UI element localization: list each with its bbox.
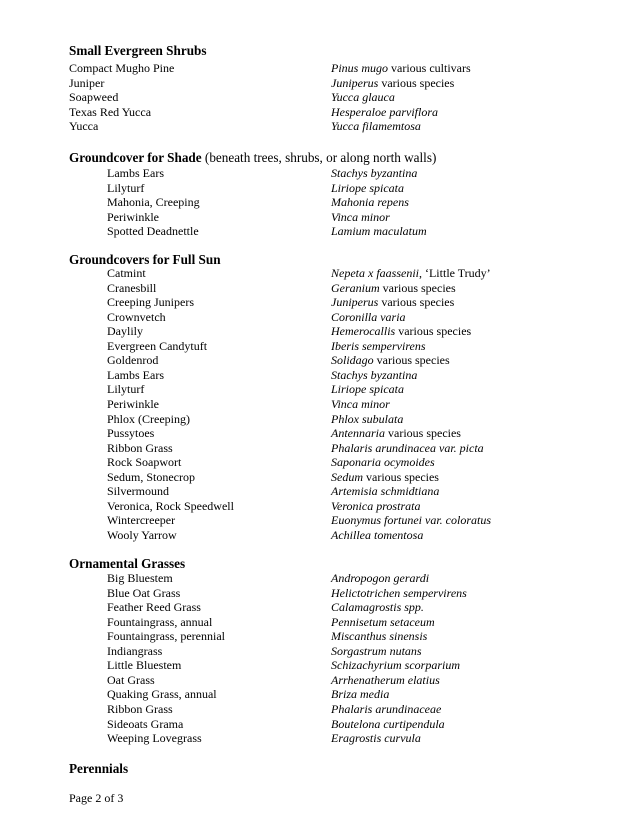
plant-row (0, 339, 638, 354)
section-subtitle: (beneath trees, shrubs, or along north walls) (201, 150, 437, 165)
section-title: Groundcovers for Full Sun (69, 252, 221, 267)
section-title: Ornamental Grasses (69, 556, 186, 571)
scientific-name-italic: Hemerocallis (331, 324, 396, 339)
section-title: Perennials (69, 761, 129, 776)
scientific-name (331, 412, 403, 427)
common-name: Spotted Deadnettle (107, 224, 199, 239)
scientific-name (331, 310, 406, 325)
scientific-name (331, 484, 439, 499)
scientific-name-italic: Nepeta x faassenii (331, 266, 419, 280)
common-name: Wooly Yarrow (107, 527, 177, 542)
common-name: Wintercreeper (107, 513, 176, 528)
plant-row (0, 484, 638, 499)
section-heading (69, 150, 436, 166)
common-name: Oat Grass (107, 672, 155, 687)
common-name: Sedum, Stonecrop (107, 469, 195, 484)
scientific-name (331, 731, 421, 746)
scientific-name-italic: Phlox subulata (331, 411, 404, 426)
plant-row (0, 644, 638, 659)
common-name: Quaking Grass, annual (107, 687, 217, 702)
scientific-name (331, 499, 420, 514)
plant-row (0, 687, 638, 702)
scientific-name-italic: Juniperus (331, 75, 379, 90)
scientific-name-italic: Phalaris arundinaceae (331, 701, 442, 716)
section-title: Groundcover for Shade (69, 150, 202, 165)
plant-row (0, 76, 638, 91)
common-name: Sideoats Grama (107, 716, 184, 731)
section-heading (69, 43, 207, 59)
common-name: Compact Mugho Pine (69, 61, 175, 75)
scientific-name-italic: Miscanthus sinensis (331, 629, 428, 644)
common-name: Lilyturf (107, 180, 145, 195)
plant-row (0, 499, 638, 514)
scientific-name-italic: Achillea tomentosa (331, 527, 424, 542)
scientific-name-italic: Juniperus (331, 295, 379, 310)
scientific-name (331, 687, 389, 702)
common-name: Soapweed (69, 90, 119, 105)
plant-row (0, 528, 638, 543)
plant-row (0, 368, 638, 383)
plant-row (0, 412, 638, 427)
scientific-name-note: various species (373, 353, 450, 368)
scientific-name-italic: Yucca filamemtosa (331, 119, 421, 134)
scientific-name (331, 702, 441, 717)
plant-row (0, 455, 638, 470)
common-name: Phlox (Creeping) (107, 411, 190, 426)
plant-row (0, 61, 638, 76)
scientific-name (331, 426, 461, 441)
plant-row (0, 119, 638, 134)
page-footer: Page 2 of 3 (69, 791, 124, 805)
scientific-name-italic: Andropogon gerardi (331, 571, 430, 585)
scientific-name (331, 339, 426, 354)
scientific-name (331, 382, 404, 397)
scientific-name (331, 61, 471, 76)
common-name: Indiangrass (107, 643, 163, 658)
plant-row (0, 181, 638, 196)
plant-row (0, 310, 638, 325)
common-name: Juniper (69, 75, 105, 90)
scientific-name-italic: Helictotrichen sempervirens (331, 585, 467, 600)
scientific-name-italic: Briza media (331, 687, 390, 702)
section-heading (69, 761, 128, 777)
scientific-name (331, 119, 421, 134)
scientific-name-italic: Iberis sempervirens (331, 338, 426, 353)
common-name: Big Bluestem (107, 571, 173, 585)
plant-row (0, 717, 638, 732)
common-name: Veronica, Rock Speedwell (107, 498, 234, 513)
section-heading (69, 556, 185, 572)
scientific-name-italic: Solidago (331, 353, 374, 368)
plant-row (0, 470, 638, 485)
common-name: Periwinkle (107, 396, 159, 411)
plant-row (0, 90, 638, 105)
scientific-name-note: various species (395, 324, 472, 339)
scientific-name-italic: Pennisetum setaceum (331, 614, 435, 629)
common-name: Periwinkle (107, 209, 159, 224)
scientific-name (331, 281, 456, 296)
scientific-name-note: various cultivars (388, 61, 471, 75)
section-title: Small Evergreen Shrubs (69, 43, 207, 58)
common-name: Ribbon Grass (107, 701, 173, 716)
plant-row (0, 324, 638, 339)
common-name: Cranesbill (107, 280, 157, 295)
scientific-name (331, 717, 445, 732)
scientific-name (331, 76, 454, 91)
plant-row (0, 266, 638, 281)
scientific-name (331, 441, 484, 456)
plant-row (0, 195, 638, 210)
common-name: Evergreen Candytuft (107, 338, 208, 353)
scientific-name (331, 658, 460, 673)
common-name: Feather Reed Grass (107, 600, 201, 615)
scientific-name (331, 295, 454, 310)
common-name: Blue Oat Grass (107, 585, 181, 600)
scientific-name-italic: Calamagrostis spp. (331, 600, 424, 615)
common-name: Goldenrod (107, 353, 159, 368)
plant-row (0, 397, 638, 412)
scientific-name (331, 90, 395, 105)
scientific-name (331, 397, 390, 412)
scientific-name (331, 368, 417, 383)
scientific-name-italic: Artemisia schmidtiana (331, 484, 440, 499)
scientific-name-italic: Stachys byzantina (331, 166, 418, 180)
common-name: Rock Soapwort (107, 455, 182, 470)
scientific-name-italic: Sorgastrum nutans (331, 643, 422, 658)
scientific-name (331, 324, 471, 339)
plant-row (0, 658, 638, 673)
plant-row (0, 513, 638, 528)
scientific-name-note: , ‘Little Trudy’ (418, 266, 491, 280)
scientific-name-italic: Coronilla varia (331, 309, 406, 324)
plant-row (0, 571, 638, 586)
common-name: Catmint (107, 266, 146, 280)
scientific-name (331, 629, 427, 644)
common-name: Fountaingrass, annual (107, 614, 213, 629)
plant-row (0, 615, 638, 630)
scientific-name (331, 470, 439, 485)
scientific-name (331, 528, 423, 543)
plant-row (0, 166, 638, 181)
scientific-name-italic: Phalaris arundinacea var. picta (331, 440, 484, 455)
scientific-name-italic: Boutelona curtipendula (331, 716, 445, 731)
scientific-name (331, 105, 438, 120)
common-name: Daylily (107, 324, 143, 339)
scientific-name-italic: Stachys byzantina (331, 367, 418, 382)
scientific-name-italic: Hesperaloe parviflora (331, 104, 438, 119)
scientific-name (331, 673, 440, 688)
common-name: Lilyturf (107, 382, 145, 397)
scientific-name-italic: Lamium maculatum (331, 224, 427, 239)
common-name: Little Bluestem (107, 658, 182, 673)
plant-row (0, 441, 638, 456)
plant-row (0, 629, 638, 644)
scientific-name (331, 224, 427, 239)
plant-row (0, 353, 638, 368)
plant-row (0, 673, 638, 688)
common-name: Fountaingrass, perennial (107, 629, 225, 644)
common-name: Texas Red Yucca (69, 104, 152, 119)
scientific-name (331, 455, 435, 470)
common-name: Mahonia, Creeping (107, 195, 200, 210)
scientific-name-italic: Veronica prostrata (331, 498, 421, 513)
scientific-name-italic: Liriope spicata (331, 382, 405, 397)
scientific-name-note: various species (378, 295, 455, 310)
common-name: Creeping Junipers (107, 295, 194, 310)
scientific-name (331, 195, 409, 210)
plant-row (0, 210, 638, 225)
plant-row (0, 702, 638, 717)
plant-row (0, 426, 638, 441)
common-name: Yucca (69, 119, 99, 134)
plant-row (0, 105, 638, 120)
plant-row (0, 731, 638, 746)
scientific-name-italic: Schizachyrium scorparium (331, 658, 460, 673)
scientific-name-note: various species (385, 426, 461, 441)
scientific-name-italic: Arrhenatherum elatius (331, 672, 440, 687)
scientific-name-italic: Euonymus fortunei var. coloratus (331, 513, 491, 528)
scientific-name (331, 353, 450, 368)
scientific-name-note: various species (363, 469, 439, 484)
plant-row (0, 586, 638, 601)
scientific-name (331, 513, 491, 528)
common-name: Pussytoes (107, 426, 155, 441)
common-name: Ribbon Grass (107, 440, 173, 455)
scientific-name-italic: Saponaria ocymoides (331, 455, 435, 470)
plant-row (0, 382, 638, 397)
scientific-name (331, 210, 390, 225)
common-name: Lambs Ears (107, 367, 164, 382)
scientific-name-italic: Mahonia repens (331, 195, 409, 210)
scientific-name (331, 571, 429, 586)
scientific-name-italic: Sedum (331, 469, 363, 484)
scientific-name-note: various species (378, 75, 455, 90)
scientific-name (331, 181, 404, 196)
scientific-name (331, 166, 417, 181)
scientific-name-italic: Liriope spicata (331, 180, 405, 195)
plant-row (0, 295, 638, 310)
scientific-name-italic: Antennaria (331, 426, 385, 441)
scientific-name-note: various species (379, 280, 456, 295)
scientific-name-italic: Pinus mugo (331, 61, 388, 75)
common-name: Lambs Ears (107, 166, 164, 180)
scientific-name (331, 644, 422, 659)
scientific-name (331, 615, 435, 630)
scientific-name (331, 266, 491, 281)
common-name: Silvermound (107, 484, 169, 499)
scientific-name-italic: Yucca glauca (331, 90, 395, 105)
scientific-name-italic: Eragrostis curvula (331, 731, 421, 746)
common-name: Crownvetch (107, 309, 166, 324)
plant-row (0, 281, 638, 296)
common-name: Weeping Lovegrass (107, 731, 202, 746)
scientific-name (331, 600, 424, 615)
plant-row (0, 600, 638, 615)
scientific-name-italic: Vinca minor (331, 209, 390, 224)
scientific-name (331, 586, 467, 601)
scientific-name-italic: Vinca minor (331, 396, 390, 411)
plant-row (0, 224, 638, 239)
scientific-name-italic: Geranium (331, 280, 380, 295)
